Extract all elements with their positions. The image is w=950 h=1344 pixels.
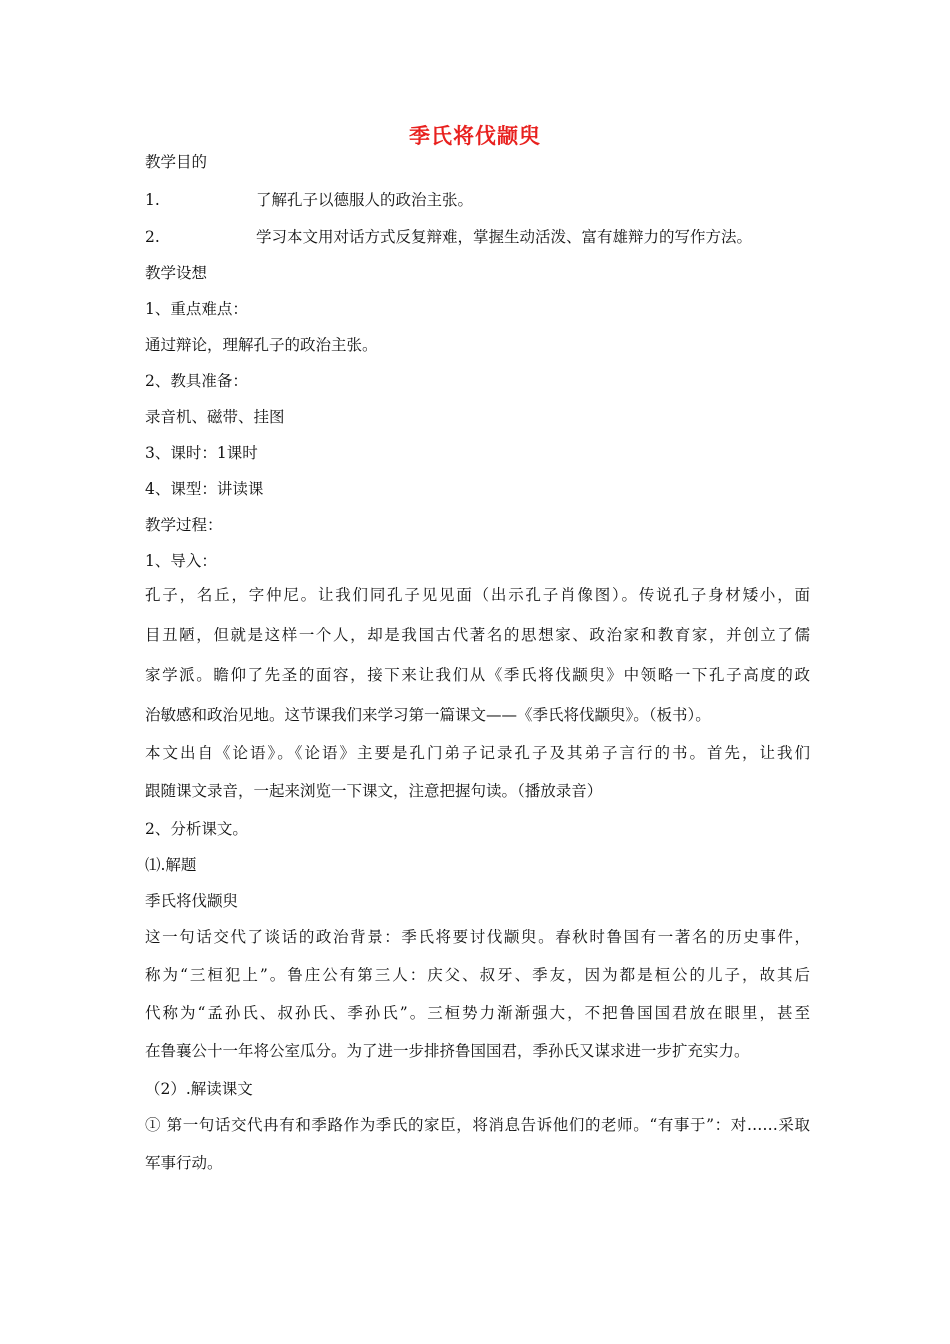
reading-line-1: ① 第一句话交代冉有和季路作为季氏的家臣，将消息告诉他们的老师。“有事于”：对……采取 (145, 1116, 810, 1134)
process-step-2: 2、分析课文。 (145, 820, 248, 838)
source-line-2: 跟随课文录音，一起来浏览一下课文，注意把握句读。（播放录音） (145, 782, 603, 800)
intro-line-4: 治敏感和政治见地。这节课我们来学习第一篇课文——《季氏将伐颛臾》。（板书）。 (145, 706, 711, 724)
heading-teaching-goal: 教学目的 (145, 153, 208, 171)
design-item-2-text: 录音机、磁带、挂图 (145, 408, 285, 426)
section-1-heading: ⑴.解题 (145, 856, 197, 874)
goal-text-2: 学习本文用对话方式反复辩难，掌握生动活泼、富有雄辩力的写作方法。 (256, 228, 753, 246)
background-line-1: 这一句话交代了谈话的政治背景：季氏将要讨伐颛臾。春秋时鲁国有一著名的历史事件， (145, 928, 810, 946)
goal-item-1 (145, 189, 810, 211)
section-1-title: 季氏将伐颛臾 (145, 892, 239, 910)
goal-item-2 (145, 226, 810, 248)
background-line-3: 代称为“孟孙氏、叔孙氏、季孙氏”。三桓势力渐渐强大，不把鲁国国君放在眼里，甚至 (145, 1004, 810, 1022)
design-item-1-text: 通过辩论，理解孔子的政治主张。 (145, 336, 378, 354)
background-line-2: 称为“三桓犯上”。鲁庄公有第三人：庆父、叔牙、季友，因为都是桓公的儿子，故其后 (145, 966, 810, 984)
reading-line-2: 军事行动。 (145, 1154, 223, 1172)
goal-number-2: 2. (145, 228, 160, 246)
design-item-2: 2、教具准备： (145, 372, 248, 390)
design-item-1: 1、重点难点： (145, 300, 248, 318)
section-2-heading: （2）.解读课文 (145, 1080, 253, 1098)
document-title: 季氏将伐颛臾 (409, 124, 541, 148)
heading-teaching-process: 教学过程： (145, 516, 223, 534)
process-step-1: 1、导入： (145, 552, 217, 570)
goal-text-1: 了解孔子以德服人的政治主张。 (256, 191, 474, 209)
intro-line-3: 家学派。瞻仰了先圣的面容，接下来让我们从《季氏将伐颛臾》中领略一下孔子高度的政 (145, 666, 810, 684)
goal-number-1: 1. (145, 191, 160, 209)
source-line-1: 本文出自《论语》。《论语》主要是孔门弟子记录孔子及其弟子言行的书。首先，让我们 (145, 744, 810, 762)
design-item-4: 4、课型：讲读课 (145, 480, 264, 498)
intro-line-2: 目丑陋，但就是这样一个人，却是我国古代著名的思想家、政治家和教育家，并创立了儒 (145, 626, 810, 644)
design-item-3: 3、课时：1课时 (145, 444, 258, 462)
heading-teaching-design: 教学设想 (145, 264, 208, 282)
background-line-4: 在鲁襄公十一年将公室瓜分。为了进一步排挤鲁国国君，季孙氏又谋求进一步扩充实力。 (145, 1042, 750, 1060)
intro-line-1: 孔子，名丘，字仲尼。让我们同孔子见见面（出示孔子肖像图）。传说孔子身材矮小，面 (145, 586, 810, 604)
